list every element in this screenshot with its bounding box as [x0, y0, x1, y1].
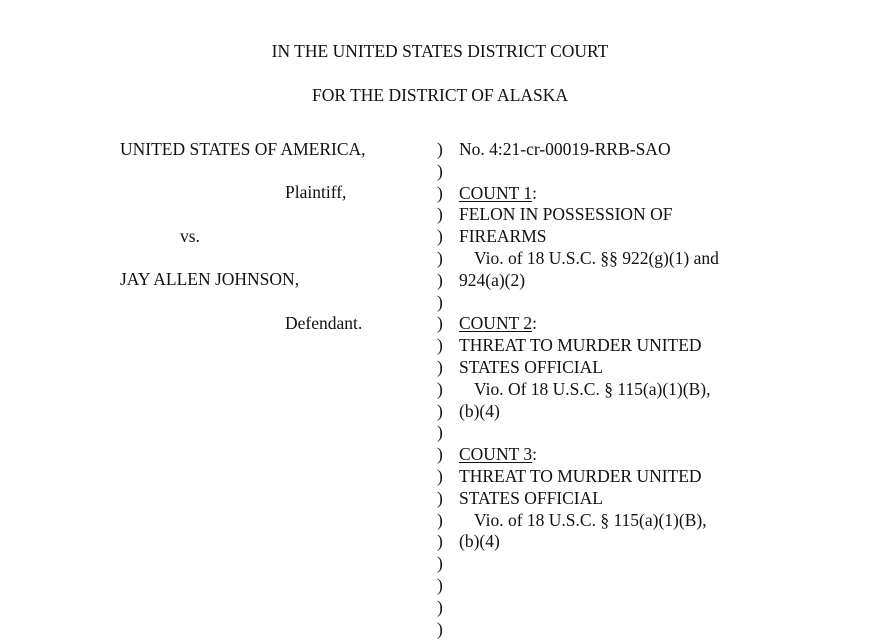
count-title: THREAT TO MURDER UNITED [459, 465, 702, 486]
caption-paren: ) [437, 487, 443, 508]
plaintiff-role: Plaintiff, [285, 182, 347, 202]
caption-paren: ) [437, 204, 443, 225]
count-title: FELON IN POSSESSION OF [459, 204, 673, 225]
defendant-role: Defendant. [285, 313, 363, 333]
spacer [459, 161, 839, 183]
count-title: STATES OFFICIAL [459, 356, 603, 377]
spacer [459, 422, 839, 444]
caption-paren: ) [437, 531, 443, 552]
caption-paren: ) [437, 313, 443, 334]
caption-paren: ) [437, 160, 443, 181]
count-statute: Vio. Of 18 U.S.C. § 115(a)(1)(B), [474, 378, 711, 399]
case-info-column [459, 139, 839, 553]
caption-paren: ) [437, 444, 443, 465]
count-heading-label: COUNT 1 [459, 182, 533, 203]
count-heading-colon: : [532, 182, 537, 203]
caption-paren: ) [437, 226, 443, 247]
court-district: FOR THE DISTRICT OF ALASKA [311, 85, 569, 105]
count-title: FIREARMS [459, 226, 547, 247]
count-2-heading [459, 313, 839, 335]
caption-paren: ) [437, 291, 443, 312]
count-title: STATES OFFICIAL [459, 487, 603, 508]
caption-paren: ) [437, 574, 443, 595]
caption-paren: ) [437, 269, 443, 290]
caption-paren: ) [437, 139, 443, 159]
count-heading-colon: : [532, 313, 537, 334]
plaintiff-name: UNITED STATES OF AMERICA, [120, 139, 366, 159]
case-number: No. 4:21-cr-00019-RRB-SAO [459, 139, 671, 159]
caption-paren: ) [437, 182, 443, 203]
count-heading-label: COUNT 2 [459, 313, 533, 334]
defendant-name: JAY ALLEN JOHNSON, [120, 269, 300, 289]
count-statute: (b)(4) [459, 400, 500, 421]
caption-paren: ) [437, 356, 443, 377]
spacer [459, 292, 839, 314]
caption-paren: ) [437, 553, 443, 574]
caption-paren: ) [437, 509, 443, 530]
count-3-heading [459, 444, 839, 466]
count-statute: (b)(4) [459, 531, 500, 552]
versus-label: vs. [180, 226, 200, 246]
caption-paren: ) [437, 422, 443, 443]
count-1-heading [459, 183, 839, 205]
caption-paren: ) [437, 618, 443, 639]
count-statute: 924(a)(2) [459, 269, 526, 290]
caption-paren: ) [437, 596, 443, 617]
count-title: THREAT TO MURDER UNITED [459, 335, 702, 356]
caption-parenthesis-column [437, 139, 443, 640]
caption-paren: ) [437, 378, 443, 399]
caption-paren: ) [437, 247, 443, 268]
caption-paren: ) [437, 400, 443, 421]
caption-paren: ) [437, 335, 443, 356]
caption-paren: ) [437, 465, 443, 486]
count-heading-colon: : [532, 444, 537, 465]
court-name: IN THE UNITED STATES DISTRICT COURT [271, 41, 609, 61]
count-heading-label: COUNT 3 [459, 444, 533, 465]
count-statute: Vio. of 18 U.S.C. §§ 922(g)(1) and [474, 247, 719, 268]
count-statute: Vio. of 18 U.S.C. § 115(a)(1)(B), [474, 509, 707, 530]
